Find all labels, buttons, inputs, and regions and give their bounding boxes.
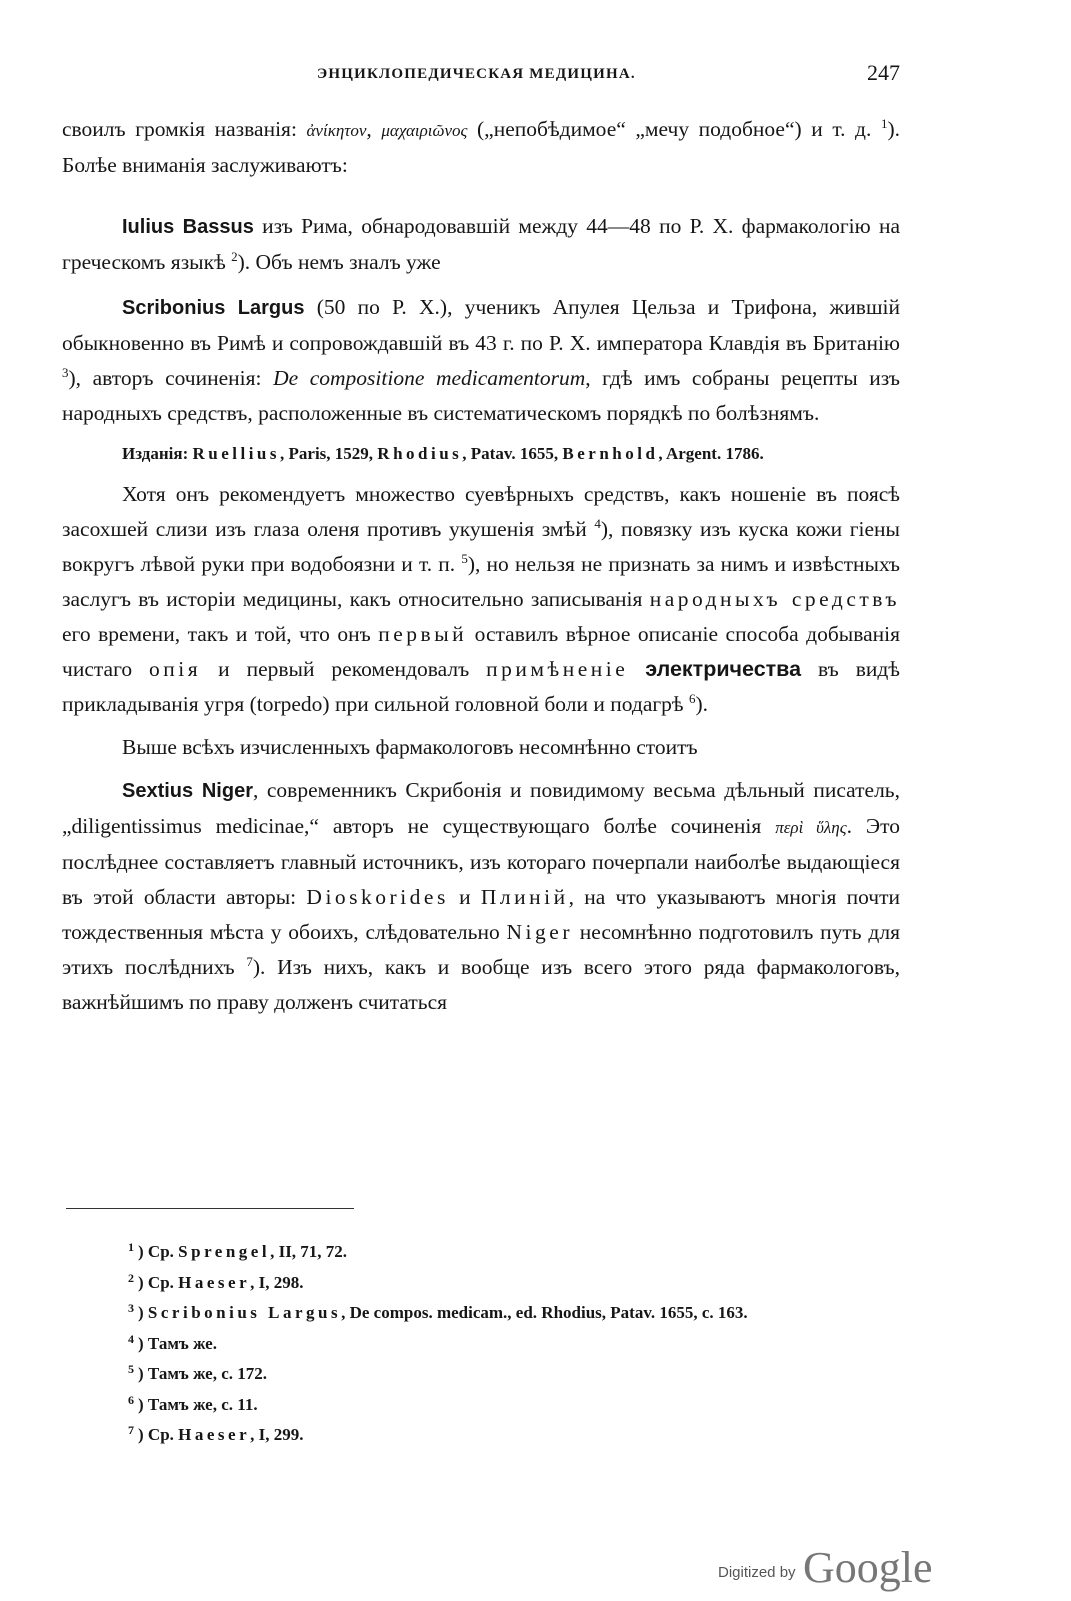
footnote-5: $^5$ ) Тамъ же, c. 172. [128,1362,268,1383]
footnote-1: $^1$ ) Ср. Sprengel, II, 71, 72. [128,1240,348,1261]
paragraph-niger: Sextius Niger, современникъ Скрибонія и повидимому весьма дѣльный писатель, „diligentissimus medicinae,“ авторъ не существующаго болѣе сочиненія περὶ ὕλης. Это послѣднее составляетъ главный источникъ, изъ котораго почерпали наиболѣе выдающіеся въ этой области авторы: Dioskorides и Плиній, на что указываютъ многія почти тождественныя мѣста у обоихъ, слѣдовательно Niger несомнѣнно подготовилъ путь для этихъ послѣднихъ $^7$). Изъ нихъ, какъ и вообще изъ всего этого ряда фармакологовъ, важнѣйшимъ по праву долженъ считаться [62,778,901,1014]
main-text [62,112,900,1020]
person-name: Sextius Niger [122,780,253,802]
emphasis: электричества [645,657,802,681]
editions-line: Изданія: Ruellius, Paris, 1529, Rhodius, Patav. 1655, Bernhold, Argent. 1786. [122,444,764,463]
footnote-4: $^4$ ) Тамъ же. [128,1331,217,1353]
footnote-6: $^6$ ) Тамъ же, c. 11. [128,1392,258,1414]
greek-word: μαχαιριῶνος [381,121,468,140]
paragraph-transition: Выше всѣхъ изчисленныхъ фармакологовъ несомнѣнно стоитъ [122,735,698,759]
digitized-watermark [718,1543,958,1596]
paragraph-scribonius: Scribonius Largus (50 по Р. Х.), ученикъ Апулея Цельза и Трифона, жившій обыкновенно въ Римѣ и сопровождавшій въ 43 г. по Р. Х. императора Клавдія въ Британію $^3$), авторъ сочиненія: De compositione medicamentorum, гдѣ имъ собраны рецепты изъ народныхъ средствъ, расположенные въ систематическомъ порядкѣ по болѣзнямъ. [62,295,900,425]
paragraph-bassus: Iulius Bassus изъ Рима, обнародовавшій между 44—48 по Р. Х. фармакологію на греческомъ языкѣ $^2$). Объ немъ зналъ уже [62,214,901,274]
greek-word: ἀνίκητον [306,121,367,140]
page-number: 247 [867,60,900,85]
greek-word: περὶ ὕλης [775,818,847,837]
footnote-ref[interactable]: 6 [688,691,696,706]
footnotes [128,1237,918,1451]
footnote-ref[interactable]: 5 [461,551,468,566]
footnote-ref[interactable]: 7 [246,954,253,969]
running-title: ЭНЦИКЛОПЕДИЧЕСКАЯ МЕДИЦИНА. [317,66,636,82]
google-logo: Google [803,1543,933,1592]
work-title: De compositione medicamentorum [273,366,586,390]
footnote-ref[interactable]: 4 [594,516,601,531]
footnote-divider [66,1208,354,1209]
footnote-ref[interactable]: 3 [62,365,69,380]
paragraph-remedies: Хотя онъ рекомендуетъ множество суевѣрныхъ средствъ, какъ ношеніе въ поясѣ засохшей слизи изъ глаза оленя противъ укушенія змѣй $^4$), повязку изъ куска кожи гіены вокругъ лѣвой руки при водобоязни и т. п. $^5$), но нельзя не признать за нимъ и извѣстныхъ заслугъ въ исторіи медицины, какъ относительно записыванія народныхъ средствъ его времени, такъ и той, что онъ первый оставилъ вѣрное описаніе способа добыванія чистаго опія и первый рекомендовалъ примѣненіе электричества въ видѣ прикладыванія угря (torpedo) при сильной головной боли и подагрѣ $^6$). [62,482,901,716]
editions-label: Изданія: [122,444,193,463]
paragraph-1: своилъ громкія названія: ἀνίκητον, μαχαιριῶνος („непобѣдимое“ „мечу подобное“) и т. д. $^1$). Болѣе вниманія заслуживаютъ: [62,116,900,177]
footnote-2: $^2$ ) Ср. Haeser, I, 298. [128,1270,304,1292]
page-header [62,58,900,92]
footnote-ref[interactable]: 1 [880,116,888,131]
watermark-prefix: Digitized by [718,1564,796,1581]
footnote-ref[interactable]: 2 [231,249,238,264]
footnote-7: $^7$ ) Ср. Haeser, I, 299. [128,1423,304,1444]
person-name: Iulius Bassus [122,216,254,238]
footnote-3: $^3$ ) Scribonius Largus, De compos. medicam., ed. Rhodius, Patav. 1655, c. 163. [128,1301,748,1322]
person-name: Scribonius Largus [122,297,305,319]
